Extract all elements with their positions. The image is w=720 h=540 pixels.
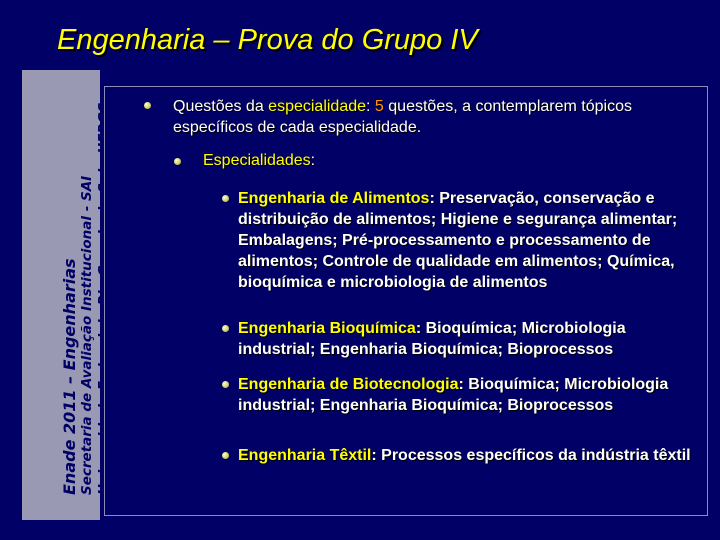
- intro-prefix: Questões da: [173, 98, 269, 115]
- list-item-alimentos: [238, 188, 703, 293]
- item-name: Engenharia Bioquímica: [238, 320, 416, 337]
- bullet-icon: [222, 381, 229, 388]
- specialties-label: Especialidades: [203, 152, 311, 169]
- bullet-icon: [222, 325, 229, 332]
- specialties-colon: :: [310, 152, 316, 169]
- specialties-heading: [203, 152, 315, 170]
- item-sep: :: [371, 447, 382, 464]
- intro-paragraph: [173, 96, 703, 138]
- bullet-icon: [222, 452, 229, 459]
- intro-count: 5: [374, 98, 384, 115]
- sidebar-line-secretaria: Secretaria de Avaliação Institucional - SAI: [79, 175, 95, 495]
- item-sep: :: [458, 376, 469, 393]
- item-desc: Preservação, conservação e distribuição de alimentos; Higiene e segurança alimentar; Embalagens; Pré-processamento e processamento de alimentos; Controle de qualidade em alimentos; Química, bioquímica e microbiologia de alimentos: [238, 190, 678, 291]
- intro-suffix: questões, a contemplarem tópicos específicos de cada especialidade.: [173, 98, 632, 136]
- sidebar-line-course: Enade 2011 – Engenharias: [60, 258, 79, 495]
- item-sep: :: [415, 320, 426, 337]
- bullet-icon: [144, 102, 151, 109]
- intro-term: especialidade: [268, 98, 367, 115]
- item-desc: Processos específicos da indústria têxtil: [381, 447, 691, 464]
- sidebar-line-university: Universidade Federal do Rio Grande do Sul - UFRGS: [96, 102, 112, 495]
- list-item-bioquimica: [238, 318, 703, 360]
- item-name: Engenharia de Biotecnologia: [238, 376, 459, 393]
- item-sep: :: [429, 190, 440, 207]
- list-item-textil: [238, 445, 703, 466]
- intro-sep: :: [366, 98, 375, 115]
- item-name: Engenharia de Alimentos: [238, 190, 430, 207]
- item-desc: Bioquímica; Microbiologia industrial; Engenharia Bioquímica; Bioprocessos: [238, 320, 626, 358]
- item-name: Engenharia Têxtil: [238, 447, 372, 464]
- item-desc: Bioquímica; Microbiologia industrial; Engenharia Bioquímica; Bioprocessos: [238, 376, 669, 414]
- bullet-icon: [222, 195, 229, 202]
- bullet-icon: [174, 158, 181, 165]
- list-item-biotecnologia: [238, 374, 703, 416]
- slide-title: Engenharia – Prova do Grupo IV: [57, 24, 478, 56]
